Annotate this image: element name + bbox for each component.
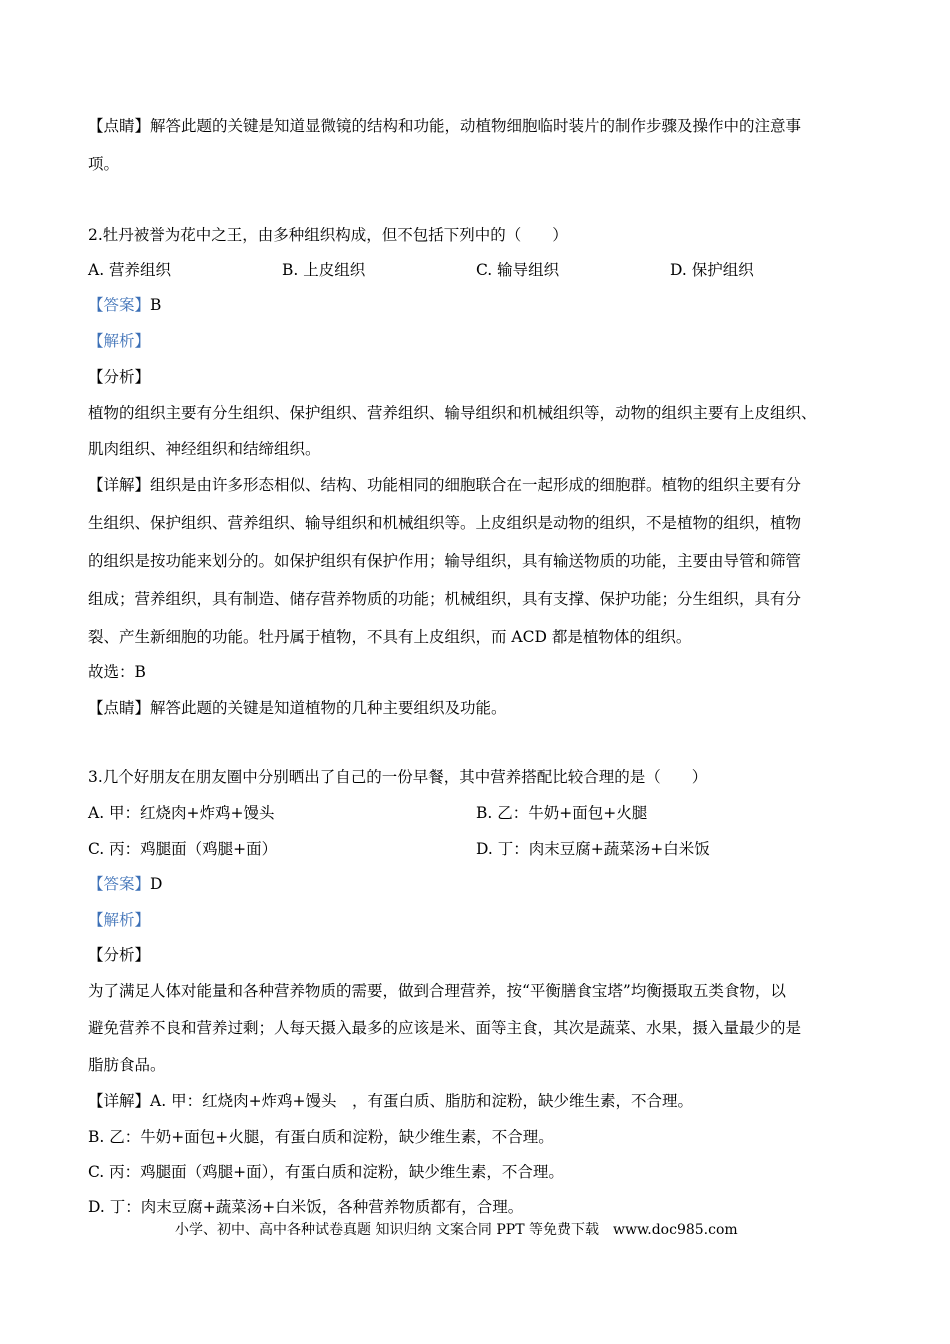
q3-detail-line: D. 丁：肉末豆腐+蔬菜汤+白米饭，各种营养物质都有，合理。 [88,1198,524,1216]
detail-text: 组织是由许多形态相似、结构、功能相同的细胞联合在一起形成的细胞群。植物的组织主要有分 [150,476,802,494]
q3-analysis-label: 【解析】 [88,911,151,929]
q3-option-b: B. 乙：牛奶+面包+火腿 [476,804,648,822]
q2-answer [88,298,870,314]
q2-detail-line: 生组织、保护组织、营养组织、输导组织和机械组织等。上皮组织是动物的组织，不是植物的组织，植物 [88,514,802,532]
answer-value: B [150,296,162,314]
q3-detail [88,1094,870,1110]
q3-detail-line: B. 乙：牛奶+面包+火腿，有蛋白质和淀粉，缺少维生素，不合理。 [88,1128,554,1146]
answer-label: 【答案】 [88,296,151,314]
q2-option-a: A. 营养组织 [88,261,172,279]
tips-label: 【点睛】 [88,699,151,717]
q2-fenxi-line: 肌肉组织、神经组织和结缔组织。 [88,440,321,458]
detail-text: A. 甲：红烧肉+炸鸡+馒头 ，有蛋白质、脂肪和淀粉，缺少维生素，不合理。 [150,1092,694,1110]
q2-detail-line: 组成；营养组织，具有制造、储存营养物质的功能；机械组织，具有支撑、保护功能；分生组织，具有分 [88,590,802,608]
detail-label: 【详解】 [88,476,151,494]
tips-text: 解答此题的关键是知道显微镜的结构和功能，动植物细胞临时装片的制作步骤及操作中的注意事 [150,117,802,135]
detail-label: 【详解】 [88,1092,151,1110]
page-footer: 小学、初中、高中各种试卷真题 知识归纳 文案合同 PPT 等免费下载 www.doc985.com [175,1222,738,1238]
q2-tips [88,701,870,717]
answer-label: 【答案】 [88,875,151,893]
q3-question: 3.几个好朋友在朋友圈中分别晒出了自己的一份早餐，其中营养搭配比较合理的是（ ） [88,768,708,786]
q2-detail [88,478,870,494]
q2-fenxi-line: 植物的组织主要有分生组织、保护组织、营养组织、输导组织和机械组织等，动物的组织主要有上皮组织、 [88,404,817,422]
q2-detail-line: 的组织是按功能来划分的。如保护组织有保护作用；输导组织，具有输送物质的功能，主要由导管和筛管 [88,552,802,570]
q2-option-d: D. 保护组织 [670,261,754,279]
q3-option-a: A. 甲：红烧肉+炸鸡+馒头 [88,804,275,822]
q2-detail-line: 裂、产生新细胞的功能。牡丹属于植物，不具有上皮组织，而 ACD 都是植物体的组织。 [88,628,692,646]
q3-fenxi-line: 避免营养不良和营养过剩；人每天摄入最多的应该是米、面等主食，其次是蔬菜、水果，摄入量最少的是 [88,1019,802,1037]
q3-option-c: C. 丙：鸡腿面（鸡腿+面） [88,840,278,858]
q2-fenxi-label: 【分析】 [88,368,151,386]
q2-option-b: B. 上皮组织 [282,261,366,279]
q2-question: 2.牡丹被誉为花中之王，由多种组织构成，但不包括下列中的（ ） [88,226,568,244]
q2-analysis-label: 【解析】 [88,332,151,350]
tips-label: 【点睛】 [88,117,151,135]
q3-answer [88,877,870,893]
q3-fenxi-label: 【分析】 [88,946,151,964]
q3-detail-line: C. 丙：鸡腿面（鸡腿+面），有蛋白质和淀粉，缺少维生素，不合理。 [88,1163,564,1181]
q3-fenxi-line: 脂肪食品。 [88,1056,166,1074]
q1-tips-continued: 项。 [88,155,120,173]
answer-value: D [150,875,163,893]
q2-choose: 故选：B [88,663,146,681]
q3-option-d: D. 丁：肉末豆腐+蔬菜汤+白米饭 [476,840,710,858]
q1-tips [88,119,870,135]
q3-fenxi-line: 为了满足人体对能量和各种营养物质的需要，做到合理营养，按“平衡膳食宝塔”均衡摄取五类食物，以 [88,982,786,1000]
q2-option-c: C. 输导组织 [476,261,560,279]
tips-text: 解答此题的关键是知道植物的几种主要组织及功能。 [150,699,507,717]
